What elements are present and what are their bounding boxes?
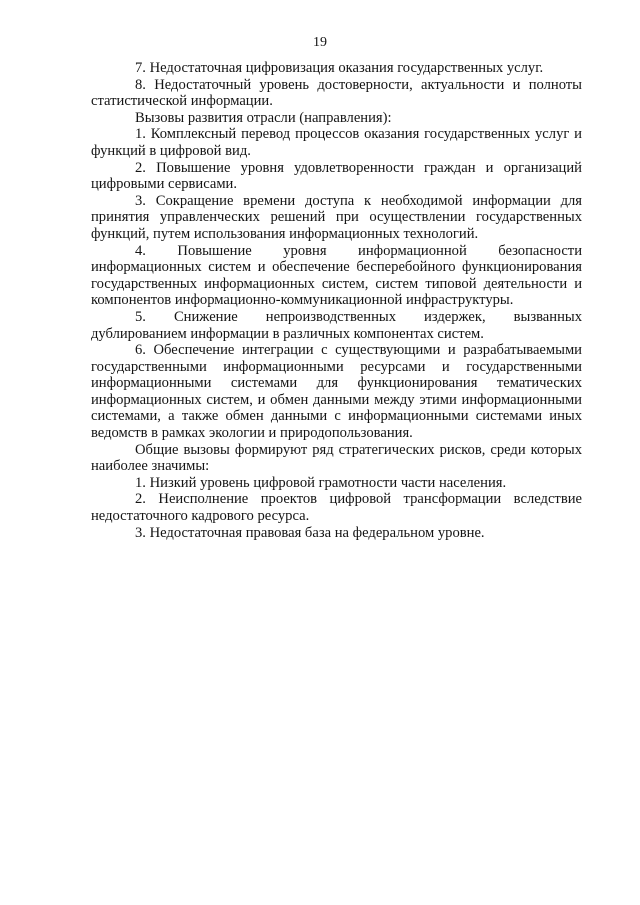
challenges-heading: Вызовы развития отрасли (направления): — [135, 109, 392, 126]
page-number: 19 — [313, 35, 327, 50]
paragraph-item-8: 8. Недостаточный уровень достоверности, актуальности и полноты статистической информации. — [91, 76, 582, 110]
risks-intro: Общие вызовы формируют ряд стратегических рисков, среди которых наиболее значимы: — [91, 441, 582, 475]
risk-item-1: 1. Низкий уровень цифровой грамотности части населения. — [135, 474, 507, 491]
challenge-item-2: 2. Повышение уровня удовлетворенности граждан и организаций цифровыми сервисами. — [91, 159, 582, 193]
challenge-item-3: 3. Сокращение времени доступа к необходимой информации для принятия управленческих решений при осуществлении государственных функций, путем использования информационных технологий. — [91, 192, 582, 242]
challenge-item-5: 5. Снижение непроизводственных издержек, вызванных дублированием информации в различных компонентах систем. — [91, 308, 582, 342]
paragraph-item-7: 7. Недостаточная цифровизация оказания государственных услуг. — [135, 60, 544, 76]
document-body — [91, 60, 582, 541]
challenge-item-6: 6. Обеспечение интеграции с существующими и разрабатываемыми государственными информационными ресурсами и государственными информационными системами для функционирования тематических информационных систем, и обмен данными между этими информационными системами, а также обмен данными с информационными системами иных ведомств в рамках экологии и природопользования. — [91, 342, 582, 442]
challenge-item-4: 4. Повышение уровня информационной безопасности информационных систем и обеспечение бесперебойного функционирования государственных информационных систем, систем типовой деятельности и компонентов информационно-коммуникационной инфраструктуры. — [91, 242, 582, 309]
risk-item-3: 3. Недостаточная правовая база на федеральном уровне. — [135, 524, 485, 541]
challenge-item-1: 1. Комплексный перевод процессов оказания государственных услуг и функций в цифровой вид. — [91, 126, 582, 159]
risk-item-2: 2. Неисполнение проектов цифровой трансформации вследствие недостаточного кадрового ресурса. — [91, 491, 582, 525]
